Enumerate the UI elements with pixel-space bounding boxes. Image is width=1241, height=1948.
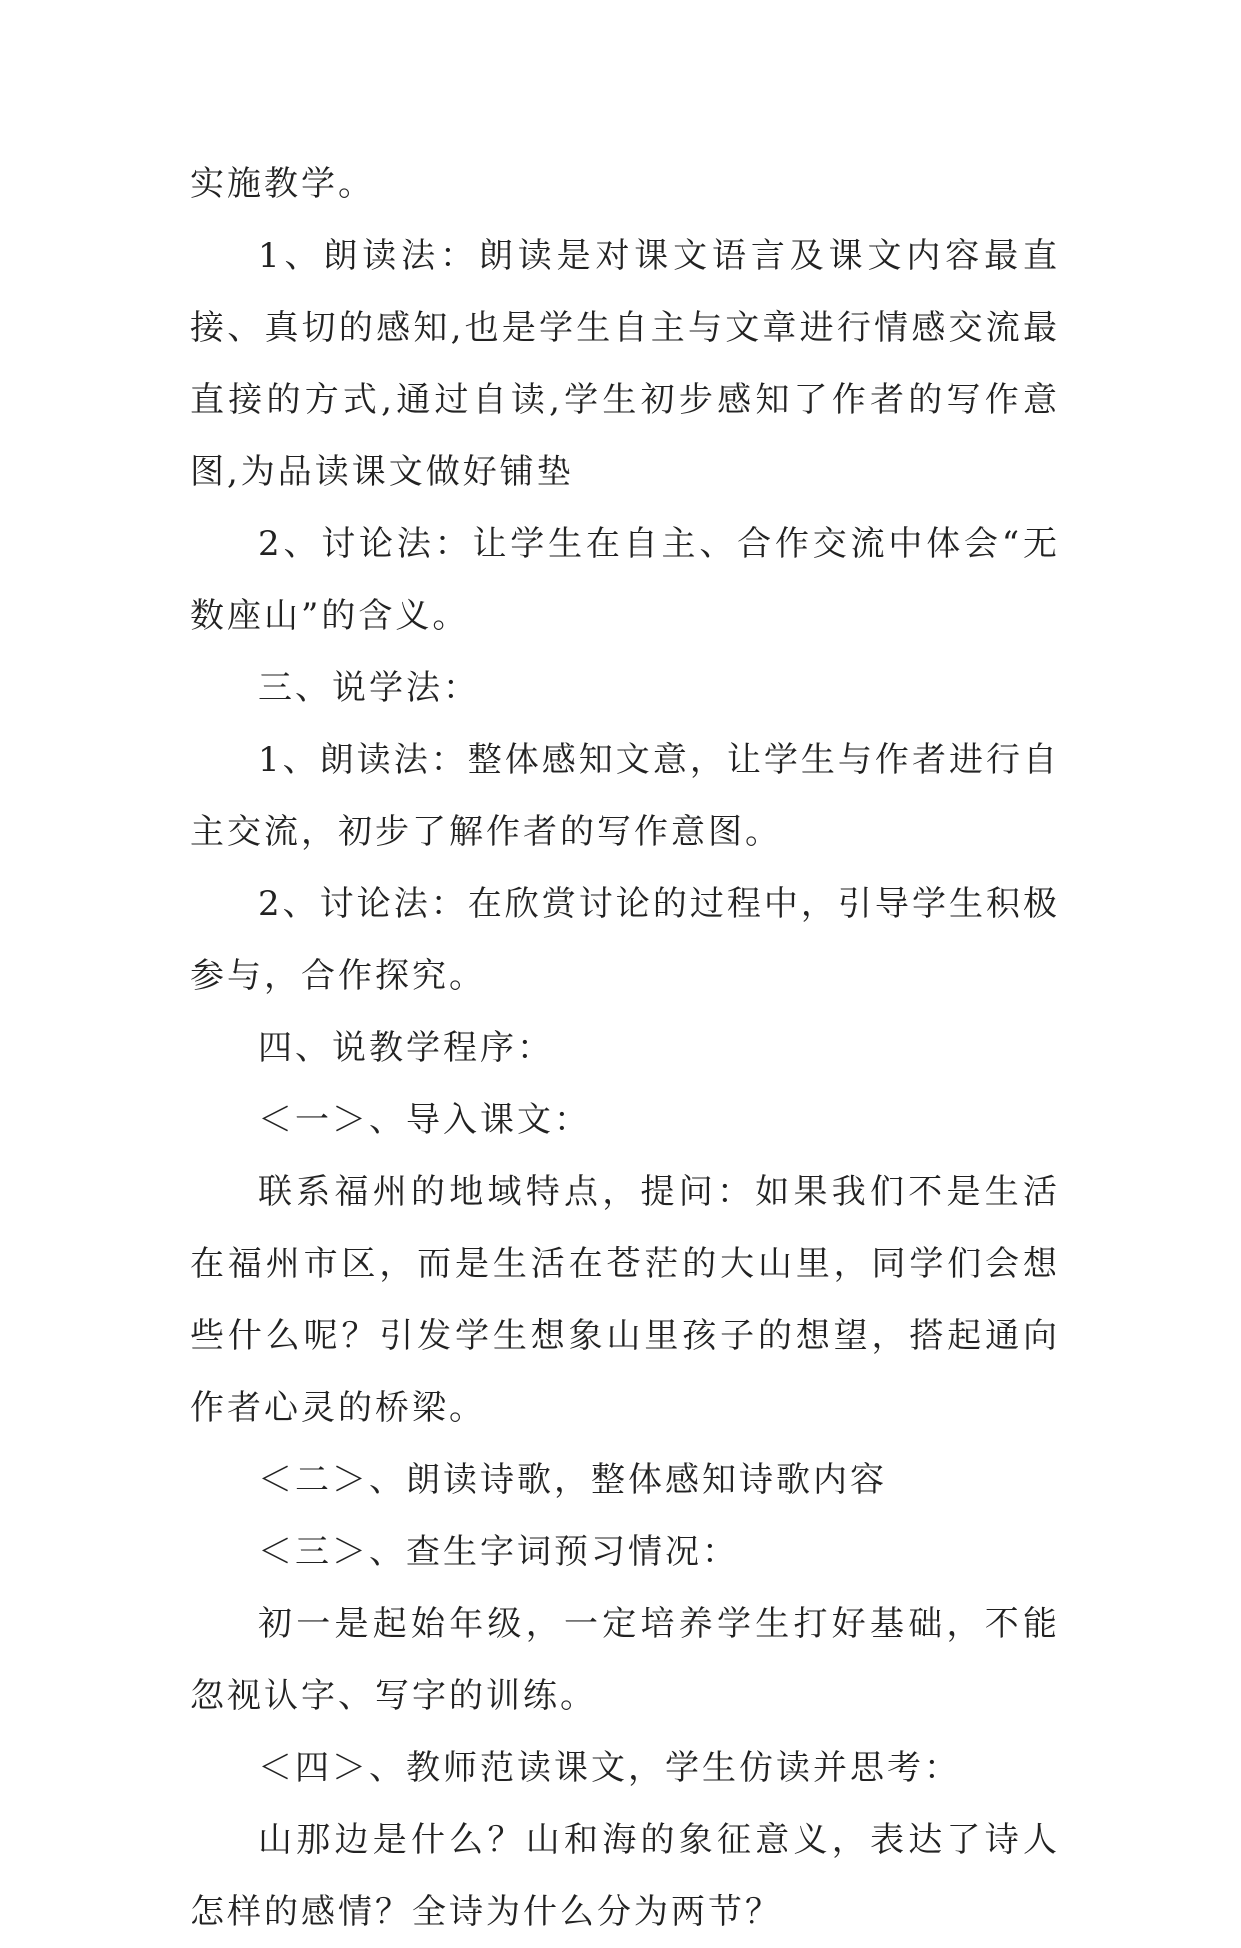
- step-heading-1: ＜一＞、导入课文：: [258, 1100, 591, 1140]
- paragraph-step-3: 初一是起始年级，一定培养学生打好基础，不能忽视认字、写字的训练。: [190, 1604, 1060, 1716]
- paragraph-step-1: 联系福州的地域特点，提问：如果我们不是生活在福州市区，而是生活在苍茫的大山里，同学们会想些什么呢？引发学生想象山里孩子的想望，搭起通向作者心灵的桥梁。: [190, 1172, 1060, 1428]
- step-heading-3: ＜三＞、查生字词预习情况：: [258, 1532, 739, 1572]
- paragraph-learning-reading: 1、朗读法：整体感知文意，让学生与作者进行自主交流，初步了解作者的写作意图。: [190, 740, 1060, 852]
- paragraph-discussion-method: 2、讨论法：让学生在自主、合作交流中体会“无数座山”的含义。: [190, 524, 1060, 636]
- step-heading-4: ＜四＞、教师范读课文，学生仿读并思考：: [258, 1748, 961, 1788]
- paragraph-step-4: 山那边是什么？山和海的象征意义，表达了诗人怎样的感情？全诗为什么分为两节？: [190, 1820, 1060, 1932]
- paragraph-reading-method: 1、朗读法：朗读是对课文语言及课文内容最直接、真切的感知,也是学生自主与文章进行情感交流最直接的方式,通过自读,学生初步感知了作者的写作意图,为品读课文做好铺垫: [190, 236, 1060, 492]
- step-heading-2: ＜二＞、朗读诗歌，整体感知诗歌内容: [258, 1460, 887, 1500]
- section-heading-learning-methods: 三、说学法：: [258, 668, 480, 708]
- section-heading-teaching-procedure: 四、说教学程序：: [258, 1028, 554, 1068]
- paragraph-intro-end: 实施教学。: [190, 164, 375, 204]
- paragraph-learning-discussion: 2、讨论法：在欣赏讨论的过程中，引导学生积极参与，合作探究。: [190, 884, 1060, 996]
- document-body: [190, 148, 1060, 1948]
